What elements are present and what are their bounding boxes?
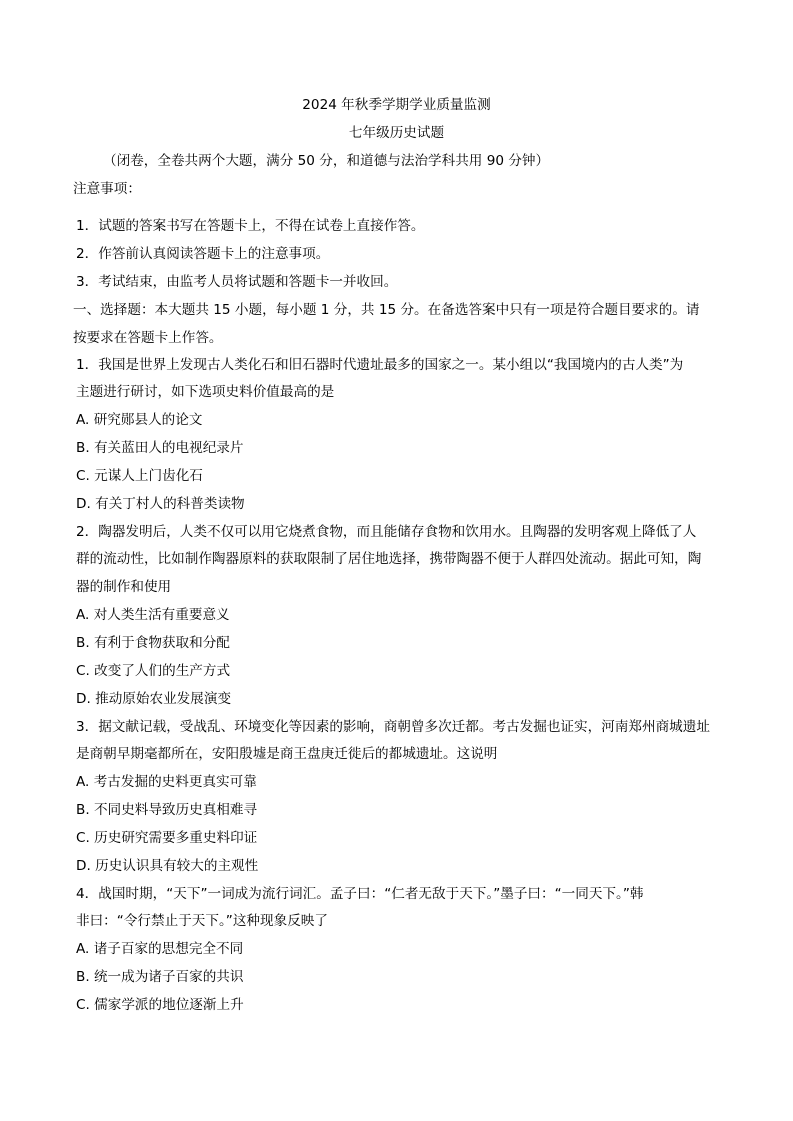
section-instruction: 一、选择题：本大题共 15 小题，每小题 1 分，共 15 分。在备选答案中只有一项是符合题目要求的。请 <box>73 302 700 318</box>
question-option: D. 有关丁村人的科普类读物 <box>76 496 245 512</box>
question-option: B. 有关蓝田人的电视纪录片 <box>76 440 244 456</box>
question-stem: 4．战国时期，“天下”一词成为流行词汇。孟子曰：“仁者无敌于天下。”墨子曰：“一同天下。”韩 <box>76 886 644 902</box>
question-option: A. 对人类生活有重要意义 <box>76 607 230 623</box>
question-option: A. 诸子百家的思想完全不同 <box>76 941 244 957</box>
question-option: C. 儒家学派的地位逐渐上升 <box>76 997 244 1013</box>
question-option: B. 有利于食物获取和分配 <box>76 635 230 651</box>
question-stem: 3．据文献记载，受战乱、环境变化等因素的影响，商朝曾多次迁都。考古发掘也证实，河南郑州商城遗址 <box>76 719 710 735</box>
question-option: C. 元谋人上门齿化石 <box>76 468 203 484</box>
question-option: B. 不同史料导致历史真相难寻 <box>76 802 258 818</box>
question-option: D. 推动原始农业发展演变 <box>76 691 232 707</box>
exam-subtitle: 七年级历史试题 <box>348 125 445 141</box>
question-stem: 主题进行研讨，如下选项史料价值最高的是 <box>76 384 335 400</box>
question-option: A. 研究郧县人的论文 <box>76 412 203 428</box>
question-stem: 器的制作和使用 <box>76 579 172 595</box>
exam-info: （闭卷，全卷共两个大题，满分 50 分，和道德与法治学科共用 90 分钟） <box>103 153 550 169</box>
notice-heading: 注意事项： <box>73 181 141 197</box>
notice-item: 3．考试结束，由监考人员将试题和答题卡一并收回。 <box>76 274 398 290</box>
notice-item: 2．作答前认真阅读答题卡上的注意事项。 <box>76 246 330 262</box>
section-instruction: 按要求在答题卡上作答。 <box>73 330 223 346</box>
question-option: D. 历史认识具有较大的主观性 <box>76 858 259 874</box>
question-stem: 2．陶器发明后，人类不仅可以用它烧煮食物，而且能储存食物和饮用水。且陶器的发明客观上降低了人 <box>76 524 697 540</box>
question-option: A. 考古发掘的史料更真实可靠 <box>76 774 257 790</box>
question-stem: 是商朝早期毫都所在，安阳殷墟是商王盘庚迁徙后的都城遗址。这说明 <box>76 746 498 762</box>
exam-title: 2024 年秋季学期学业质量监测 <box>302 97 491 113</box>
question-stem: 非曰：“令行禁止于天下。”这种现象反映了 <box>76 913 328 929</box>
question-option: C. 改变了人们的生产方式 <box>76 663 231 679</box>
question-option: C. 历史研究需要多重史料印证 <box>76 830 258 846</box>
question-stem: 1．我国是世界上发现古人类化石和旧石器时代遗址最多的国家之一。某小组以“我国境内的古人类”为 <box>76 357 684 373</box>
notice-item: 1．试题的答案书写在答题卡上，不得在试卷上直接作答。 <box>76 218 425 234</box>
question-option: B. 统一成为诸子百家的共识 <box>76 969 244 985</box>
question-stem: 群的流动性，比如制作陶器原料的获取限制了居住地选择，携带陶器不便于人群四处流动。据此可知，陶 <box>76 551 702 567</box>
